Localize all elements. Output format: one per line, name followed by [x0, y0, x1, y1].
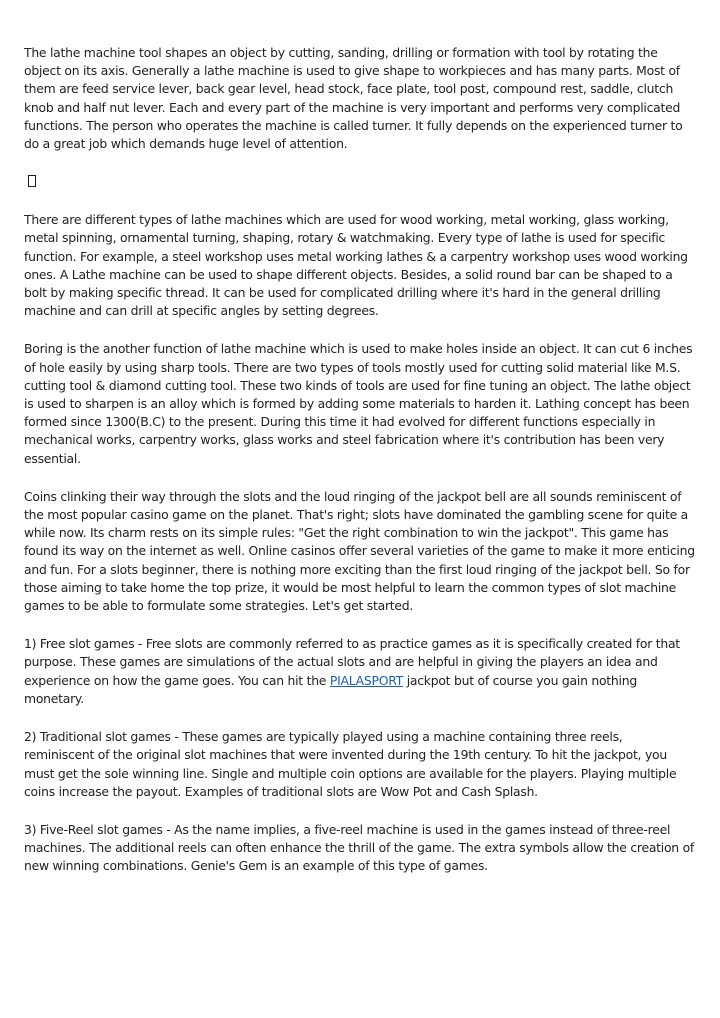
paragraph-five-reel-slots: 3) Five-Reel slot games - As the name implies, a five-reel machine is used in the games instead of three-reel machines. The additional reels can often enhance the thrill of the game. The extra symbols allow the creation of new winning combinations. Genie's Gem is an example of this type of games.	[24, 821, 695, 874]
paragraph-boring: Boring is the another function of lathe machine which is used to make holes inside an object. It can cut 6 inches of hole easily by using sharp tools. There are two types of tools mostly used for cutting solid material like M.S. cutting tool & diamond cutting tool. These two kinds of tools are used for fine tuning an object. The lathe object is used to sharpen is an alloy which is formed by adding some materials to harden it. Lathing concept has been formed since 1300(B.C) to the present. During this time it had evolved for different functions especially in mechanical works, carpentry works, glass works and steel fabrication where it's contribution has been very essential.	[24, 341, 693, 466]
missing-glyph-line	[24, 173, 696, 191]
article-body	[24, 44, 696, 896]
free-slots-text-end: jackpot but of course you gain nothing monetary.	[24, 672, 637, 706]
paragraph-traditional-slots: 2) Traditional slot games - These games are typically played using a machine containing three reels, reminiscent of the original slot machines that were invented during the 19th century. To hit the jackpot, you must get the sole winning line. Single and multiple coin options are available for the players. Playing multiple coins increase the payout. Examples of traditional slots are Wow Pot and Cash Splash.	[24, 729, 677, 799]
paragraph-lathe-intro: The lathe machine tool shapes an object by cutting, sanding, drilling or formation with tool by rotating the object on its axis. Generally a lathe machine is used to give shape to workpieces and has many parts. Most of them are feed service lever, back gear level, head stock, face plate, tool post, compound rest, saddle, clutch knob and half nut lever. Each and every part of the machine is very important and performs very complicated functions. The person who operates the machine is called turner. It fully depends on the experienced turner to do a great job which demands huge level of attention.	[24, 45, 683, 152]
missing-glyph-icon	[28, 175, 36, 187]
paragraph-free-slots	[24, 635, 696, 708]
free-slots-text-start: 1) Free slot games - Free slots are commonly referred to as practice games as it is specifically created for that purpose. These games are simulations of the actual slots and are helpful in giving the players an idea and experience on how the game goes. You can hit the	[24, 636, 680, 688]
pialasport-link[interactable]: PIALASPORT	[329, 672, 404, 688]
paragraph-slots-intro: Coins clinking their way through the slots and the loud ringing of the jackpot bell are all sounds reminiscent of the most popular casino game on the planet. That's right; slots have dominated the gambling scene for quite a while now. Its charm rests on its simple rules: "Get the right combination to win the jackpot". This game has found its way on the internet as well. Online casinos offer several varieties of the game to make it more enticing and fun. For a slots beginner, there is nothing more exciting than the first loud ringing of the jackpot bell. So for those aiming to take home the top prize, it would be most helpful to learn the common types of slot machine games to be able to formulate some strategies. Let's get started.	[24, 488, 695, 614]
paragraph-lathe-types: There are different types of lathe machines which are used for wood working, metal working, glass working, metal spinning, ornamental turning, shaping, rotary & watchmaking. Every type of lathe is used for specific function. For example, a steel workshop uses metal working lathes & a carpentry workshop uses wood working ones. A Lathe machine can be used to shape different objects. Besides, a solid round bar can be shaped to a bolt by making specific thread. It can be used for complicated drilling where it's hard in the general drilling machine and can drill at specific angles by setting degrees.	[24, 212, 688, 319]
